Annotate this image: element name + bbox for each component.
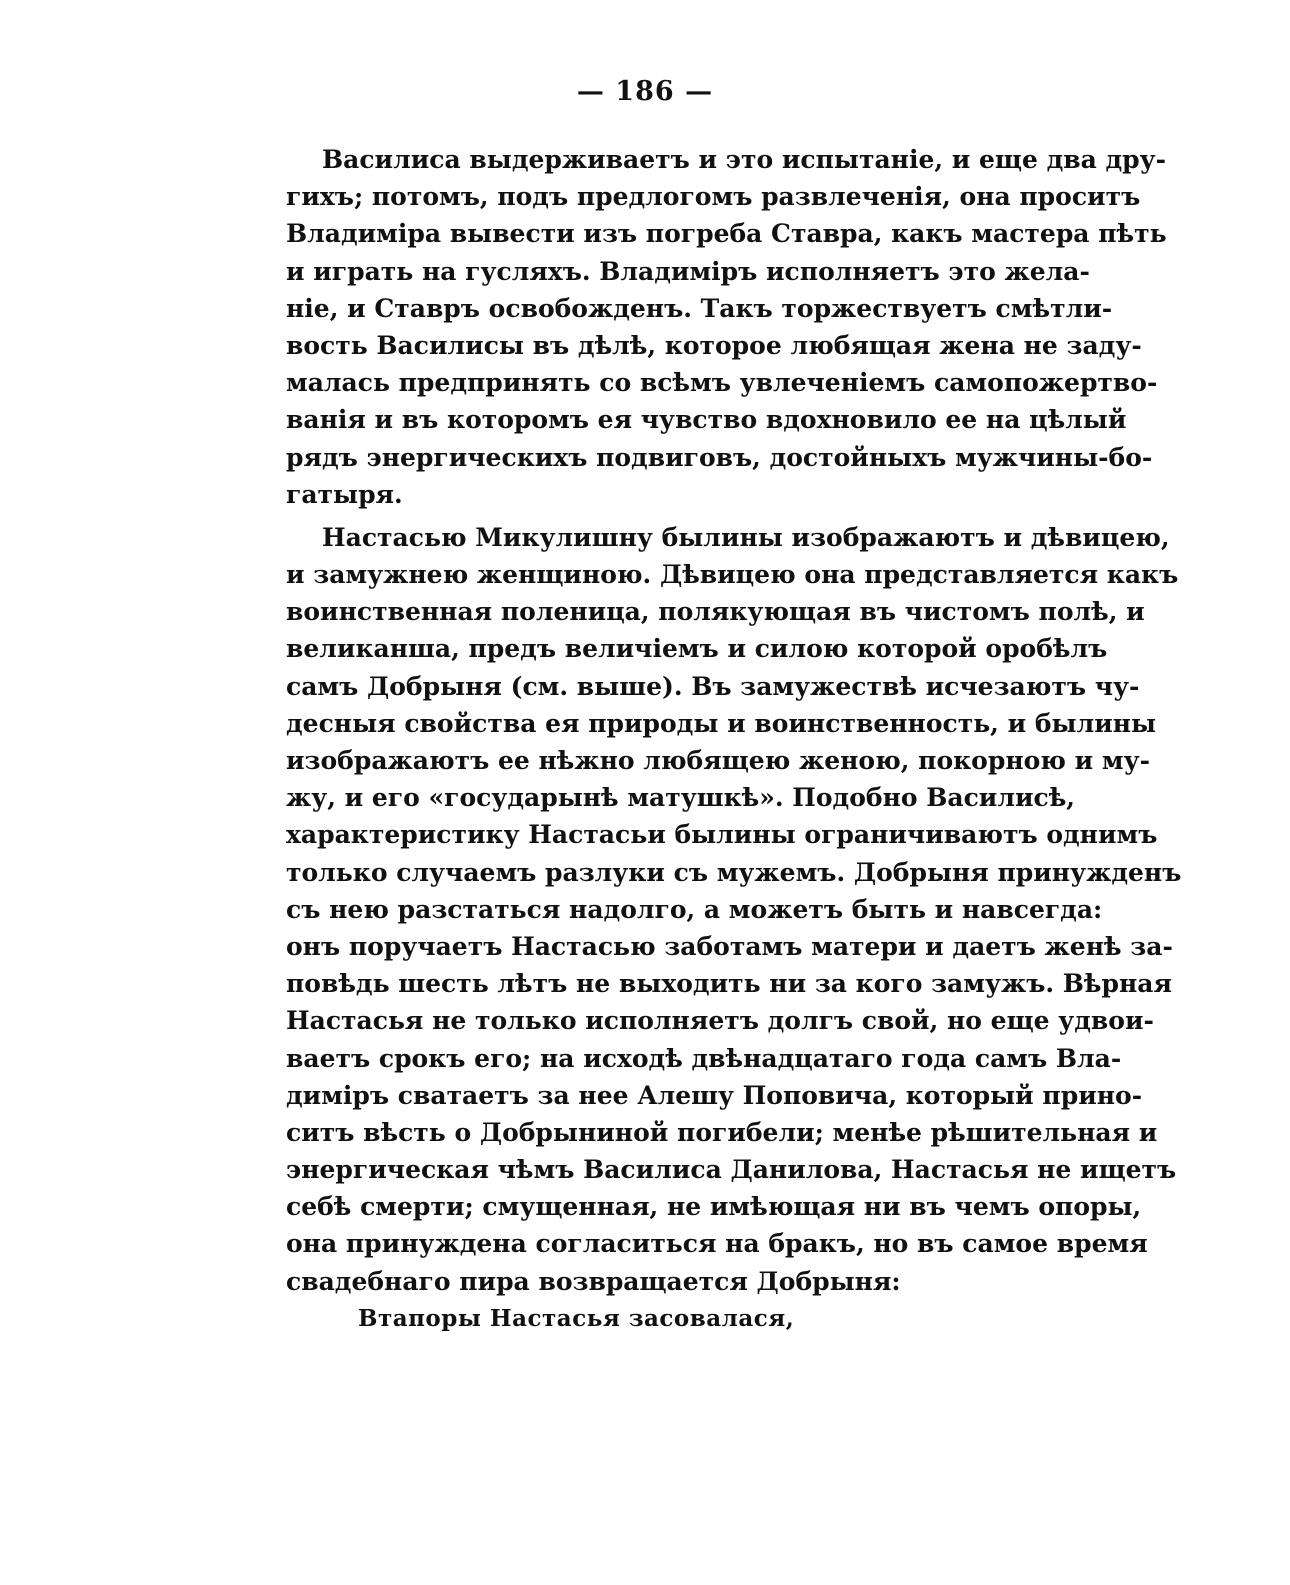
text-line: повѣдь шесть лѣтъ не выходить ни за кого замужъ. Вѣрная bbox=[286, 969, 1172, 999]
text-line: и играть на гусляхъ. Владиміръ исполняетъ это жела- bbox=[286, 256, 1090, 286]
text-line: ніе, и Ставръ освобожденъ. Такъ торжествуетъ смѣтли- bbox=[286, 293, 1113, 323]
text-line: она принуждена согласиться на бракъ, но въ самое время bbox=[286, 1229, 1148, 1259]
text-line: гихъ; потомъ, подъ предлогомъ развлеченія, она проситъ bbox=[286, 182, 1141, 212]
text-line: рядъ энергическихъ подвиговъ, достойныхъ мужчины-бо- bbox=[286, 442, 1153, 472]
text-line: онъ поручаетъ Настасью заботамъ матери и даетъ женѣ за- bbox=[286, 931, 1173, 961]
paragraph-vasilisa bbox=[286, 141, 1167, 513]
page-body bbox=[286, 141, 1182, 1337]
text-line: ванія и въ которомъ ея чувство вдохновило ее на цѣлый bbox=[286, 405, 1127, 435]
text-line: съ нею разстаться надолго, а можетъ быть и навсегда: bbox=[286, 894, 1103, 924]
text-line: себѣ смерти; смущенная, не имѣющая ни въ чемъ опоры, bbox=[286, 1192, 1142, 1222]
text-line: малась предпринять со всѣмъ увлеченіемъ самопожертво- bbox=[286, 368, 1158, 398]
verse-quote bbox=[286, 1300, 1010, 1337]
paragraph-nastasya bbox=[286, 519, 1182, 1300]
text-line: самъ Добрыня (см. выше). Въ замужествѣ исчезаютъ чу- bbox=[286, 671, 1140, 701]
text-line: жу, и его «государынѣ матушкѣ». Подобно Василисѣ, bbox=[286, 783, 1076, 813]
text-line: вость Василисы въ дѣлѣ, которое любящая жена не заду- bbox=[286, 330, 1142, 360]
text-line: Владиміра вывести изъ погреба Ставра, какъ мастера пѣть bbox=[286, 219, 1167, 249]
text-line: энергическая чѣмъ Василиса Данилова, Настасья не ищетъ bbox=[286, 1155, 1177, 1185]
text-line: ваетъ срокъ его; на исходѣ двѣнадцатаго года самъ Вла- bbox=[286, 1043, 1122, 1073]
page-number: — 186 — bbox=[576, 76, 714, 107]
verse-line: Втапоры Настасья засовалася, bbox=[358, 1304, 795, 1332]
text-line: и замужнею женщиною. Дѣвицею она представляется какъ bbox=[286, 560, 1179, 590]
text-line: изображаютъ ее нѣжно любящею женою, покорною и му- bbox=[286, 746, 1150, 775]
text-line: свадебнаго пира возвращается Добрыня: bbox=[286, 1266, 901, 1296]
text-line: характеристику Настасьи былины ограничиваютъ однимъ bbox=[286, 820, 1158, 850]
text-line: ситъ вѣсть о Добрыниной погибели; менѣе рѣшительная и bbox=[286, 1117, 1158, 1147]
text-line: великанша, предъ величіемъ и силою которой оробѣлъ bbox=[286, 634, 1108, 664]
text-line: гатыря. bbox=[286, 479, 403, 509]
text-line: Настасья не только исполняетъ долгъ свой, но еще удвои- bbox=[286, 1006, 1154, 1036]
text-line: диміръ сватаетъ за нее Алешу Поповича, который прино- bbox=[286, 1080, 1143, 1110]
text-line: только случаемъ разлуки съ мужемъ. Добрыня принужденъ bbox=[286, 857, 1182, 887]
text-line: Настасью Микулишну былины изображаютъ и дѣвицею, bbox=[322, 522, 1170, 552]
text-line: Василиса выдерживаетъ и это испытаніе, и еще два дру- bbox=[322, 145, 1167, 174]
text-line: воинственная поленица, полякующая въ чистомъ полѣ, и bbox=[286, 597, 1145, 627]
text-line: десныя свойства ея природы и воинственность, и былины bbox=[286, 708, 1157, 738]
